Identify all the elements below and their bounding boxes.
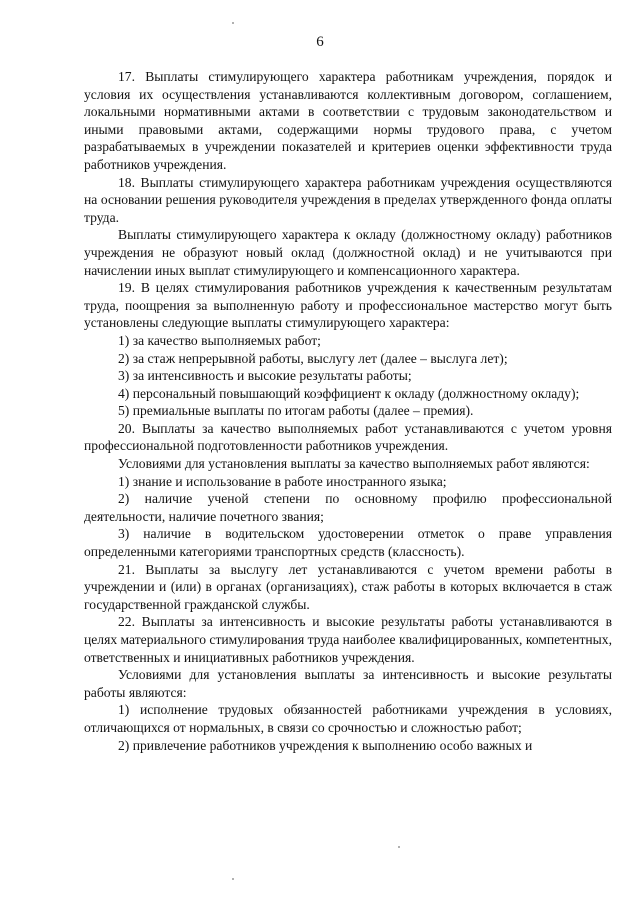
list-item: 1) исполнение трудовых обязанностей работниками учреждения в условиях, отличающихся от нормальных, в связи со срочностью и сложностью работ; bbox=[84, 702, 612, 735]
page-number: 6 bbox=[316, 34, 324, 50]
list-item: 2) наличие ученой степени по основному профилю профессиональной деятельности, наличие почетного звания; bbox=[84, 491, 612, 524]
paragraph-20-conditions: Условиями для установления выплаты за качество выполняемых работ являются: bbox=[118, 456, 590, 472]
list-item: 5) премиальные выплаты по итогам работы (далее – премия). bbox=[118, 403, 474, 419]
paragraph-18: 18. Выплаты стимулирующего характера работникам учреждения осуществляются на основании решения руководителя учреждения в пределах утвержденного фонда оплаты труда. bbox=[84, 174, 612, 225]
list-item: 2) привлечение работников учреждения к выполнению особо важных и bbox=[118, 737, 533, 753]
paragraph-20: 20. Выплаты за качество выполняемых работ устанавливаются с учетом уровня профессиональной подготовленности работников учреждения. bbox=[84, 420, 612, 454]
list-item: 4) персональный повышающий коэффициент к окладу (должностному окладу); bbox=[118, 385, 580, 401]
paragraph-18-note: Выплаты стимулирующего характера к окладу (должностному окладу) работников учреждения не образуют новый оклад (должностной оклад) и не учитываются при начислении иных выплат стимулирующего и компенсационного характера. bbox=[84, 227, 612, 278]
document-body bbox=[84, 68, 612, 754]
list-item: 3) наличие в водительском удостоверении отметок о праве управления определенными категориями транспортных средств (классность). bbox=[84, 526, 612, 560]
list-item: 2) за стаж непрерывной работы, выслугу лет (далее – выслуга лет); bbox=[118, 350, 508, 366]
scan-speck bbox=[398, 846, 400, 848]
paragraph-22: 22. Выплаты за интенсивность и высокие результаты работы устанавливаются в целях материального стимулирования труда наиболее квалифицированных, компетентных, ответственных и инициативных работников учреждения. bbox=[84, 614, 612, 665]
scan-speck bbox=[232, 878, 234, 880]
paragraph-22-conditions: Условиями для установления выплаты за интенсивность и высокие результаты работы являются: bbox=[84, 667, 612, 700]
list-item: 1) знание и использование в работе иностранного языка; bbox=[118, 473, 447, 489]
list-item: 1) за качество выполняемых работ; bbox=[118, 332, 321, 348]
list-item: 3) за интенсивность и высокие результаты работы; bbox=[118, 368, 412, 384]
scan-speck bbox=[232, 22, 234, 24]
paragraph-21: 21. Выплаты за выслугу лет устанавливаются с учетом времени работы в учреждении и (или) в органах (организациях), стаж работы в которых включается в стаж государственной гражданской службы. bbox=[84, 561, 612, 612]
paragraph-19: 19. В целях стимулирования работников учреждения к качественным результатам труда, поощрения за выполненную работу и профессиональное мастерство могут быть установлены следующие выплаты стимулирующего характера: bbox=[84, 280, 612, 331]
paragraph-17: 17. Выплаты стимулирующего характера работникам учреждения, порядок и условия их осуществления устанавливаются коллективным договором, соглашением, локальными нормативными актами в соответствии с трудовым законодательством и иными правовыми актами, содержащими нормы трудового права, с учетом разрабатываемых в учреждении показателей и критериев оценки эффективности труда работников учреждения. bbox=[84, 69, 612, 172]
